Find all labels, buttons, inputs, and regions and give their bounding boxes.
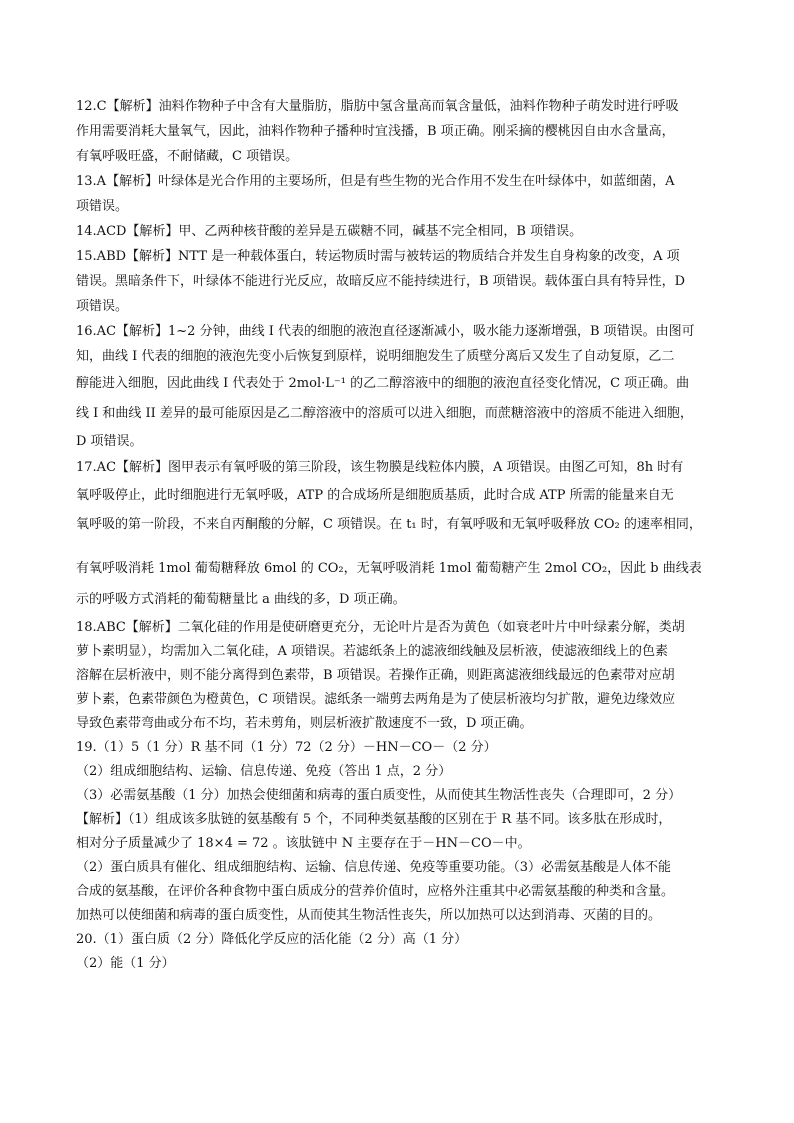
text-line: 19.（1）5（1 分）R 基不同（1 分）72（2 分）－HN－CO－（2 分）: [76, 740, 497, 755]
text-line: 14.ACD【解析】甲、乙两种核苷酸的差异是五碳糖不同，碱基不完全相同，B 项错误。: [76, 224, 583, 239]
text-line: 20.（1）蛋白质（2 分）降低化学反应的活化能（2 分）高（1 分）: [76, 932, 468, 947]
text-line: 氧呼吸停止，此时细胞进行无氧呼吸，ATP 的合成场所是细胞质基质，此时合成 ATP 所需的能量来自无: [76, 488, 674, 503]
text-line: （2）组成细胞结构、运输、信息传递、免疫（答出 1 点，2 分）: [76, 764, 452, 779]
text-line: （3）必需氨基酸（1 分）加热会使细菌和病毒的蛋白质变性，从而使其生物活性丧失（合理即可，2 分）: [76, 788, 682, 803]
answer-19: [76, 736, 728, 928]
text-line: 萝卜素明显），均需加入二氧化硅，A 项错误。若滤纸条上的滤液细线触及层析液，使滤液细线上的色素: [76, 644, 669, 659]
text-line: （2）能（1 分）: [76, 956, 175, 971]
answer-12: [76, 94, 728, 169]
text-line: 项错误。: [76, 199, 129, 214]
text-line: 15.ABD【解析】NTT 是一种载体蛋白，转运物质时需与被转运的物质结合并发生自身构象的改变，A 项: [76, 249, 680, 264]
text-line: 18.ABC【解析】二氧化硅的作用是使研磨更充分，无论叶片是否为黄色（如衰老叶片中叶绿素分解，类胡: [76, 620, 685, 635]
text-line: 合成的氨基酸，在评价各种食物中蛋白质成分的营养价值时，应格外注重其中必需氨基酸的种类和含量。: [76, 884, 675, 899]
answer-15: [76, 244, 728, 319]
text-line: 加热可以使细菌和病毒的蛋白质变性，从而使其生物活性丧失，所以加热可以达到消毒、灭菌的目的。: [76, 908, 662, 923]
answer-13: [76, 169, 728, 219]
text-line: 线 I 和曲线 II 差异的最可能原因是乙二醇溶液中的溶质可以进入细胞，而蔗糖溶液中的溶质不能进入细胞，: [76, 406, 693, 421]
answer-14: [76, 219, 728, 244]
text-line: 氧呼吸的第一阶段，不来自丙酮酸的分解，C 项错误。在 t₁ 时，有氧呼吸和无氧呼吸释放 CO₂ 的速率相同，: [76, 517, 702, 532]
text-line: 有氧呼吸消耗 1mol 葡萄糖释放 6mol 的 CO₂，无氧呼吸消耗 1mol 葡萄糖产生 2mol CO₂，因此 b 曲线表: [76, 561, 702, 576]
text-line: 知，曲线 I 代表的细胞的液泡先变小后恢复到原样，说明细胞发生了质壁分离后又发生了自动复原，乙二: [76, 349, 675, 364]
text-line: 醇能进入细胞，因此曲线 I 代表处于 2mol·L⁻¹ 的乙二醇溶液中的细胞的液泡直径变化情况，C 项正确。曲: [76, 376, 690, 391]
answer-20: [76, 928, 728, 976]
text-line: 示的呼吸方式消耗的葡萄糖量比 a 曲线的多，D 项正确。: [76, 592, 406, 607]
text-line: （2）蛋白质具有催化、组成细胞结构、运输、信息传递、免疫等重要功能。（3）必需氨基酸是人体不能: [76, 860, 672, 875]
text-line: 错误。黑暗条件下，叶绿体不能进行光反应，故暗反应不能持续进行，B 项错误。载体蛋白具有特异性，D: [76, 274, 686, 289]
text-line: 萝卜素，色素带颜色为橙黄色，C 项错误。滤纸条一端剪去两角是为了使层析液均匀扩散，避免边缘效应: [76, 692, 676, 707]
text-line: 项错误。: [76, 299, 129, 314]
answer-16: [76, 319, 728, 454]
text-line: 【解析】（1）组成该多肽链的氨基酸有 5 个，不同种类氨基酸的区别在于 R 基不同。该多肽在形成时，: [76, 812, 672, 827]
answer-key-content: [76, 94, 728, 976]
answer-18: [76, 616, 728, 736]
text-line: 17.AC【解析】图甲表示有氧呼吸的第三阶段，该生物膜是线粒体内膜，A 项错误。由图乙可知，8h 时有: [76, 460, 684, 475]
text-line: 16.AC【解析】1~2 分钟，曲线 I 代表的细胞的液泡直径逐渐减小，吸水能力逐渐增强，B 项错误。由图可: [76, 324, 695, 339]
answer-17: [76, 454, 728, 616]
text-line: 13.A【解析】叶绿体是光合作用的主要场所，但是有些生物的光合作用不发生在叶绿体中，如蓝细菌，A: [76, 174, 675, 189]
text-line: 12.C【解析】油料作物种子中含有大量脂肪，脂肪中氢含量高而氧含量低，油料作物种子萌发时进行呼吸: [76, 99, 679, 114]
text-line: 溶解在层析液中，则不能分离得到色素带，B 项错误。若操作正确，则距离滤液细线最远的色素带对应胡: [76, 668, 675, 683]
text-line: 作用需要消耗大量氧气，因此，油料作物种子播种时宜浅播，B 项正确。刚采摘的樱桃因自由水含量高，: [76, 124, 675, 139]
text-line: 有氧呼吸旺盛，不耐储藏，C 项错误。: [76, 149, 299, 164]
text-line: D 项错误。: [76, 434, 143, 449]
text-line: 导致色素带弯曲或分布不均，若未剪角，则层析液扩散速度不一致，D 项正确。: [76, 716, 533, 731]
text-line: 相对分子质量减少了 18×4 = 72 。该肽链中 N 主要存在于－HN－CO－中。: [76, 836, 531, 851]
